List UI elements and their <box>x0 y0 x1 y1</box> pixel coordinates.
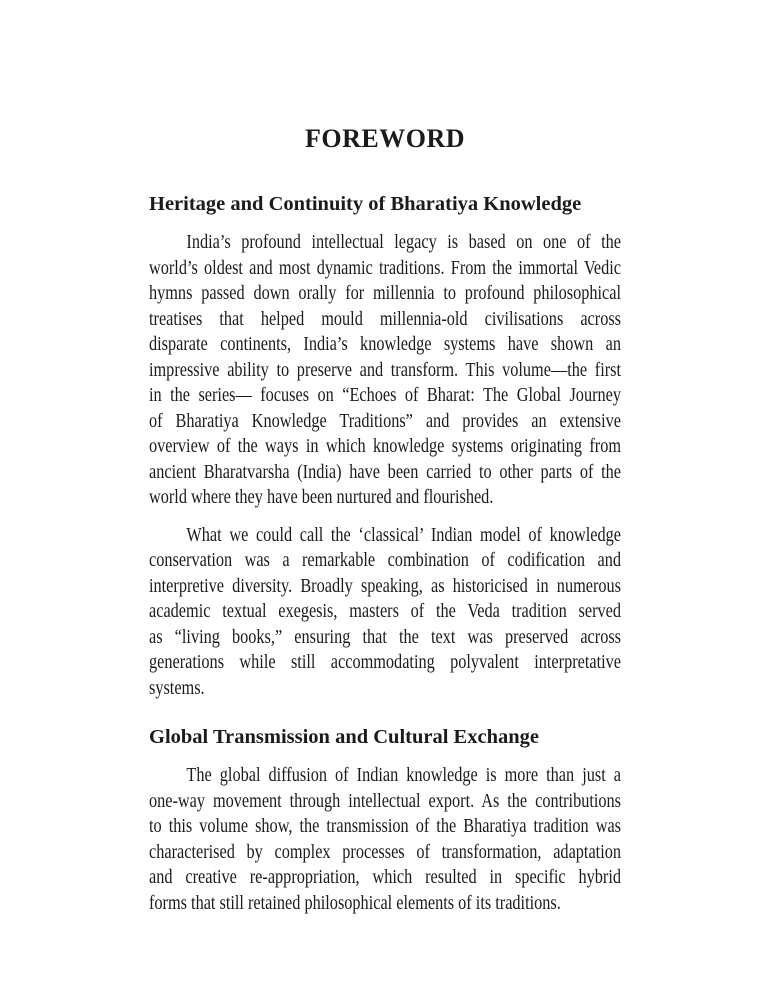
section-global-transmission <box>149 723 773 916</box>
text-line: conservation was a remarkable combination of codification and <box>149 549 622 571</box>
text-line: in the series— focuses on “Echoes of Bharat: The Global Journey <box>149 384 622 406</box>
text-line: systems. <box>149 676 205 699</box>
paragraph <box>149 763 621 916</box>
text-line: hymns passed down orally for millennia to profound philosophical <box>149 282 622 304</box>
text-line: to this volume show, the transmission of the Bharatiya tradition was <box>149 815 622 837</box>
text-line: as “living books,” ensuring that the text was preserved across <box>149 625 622 648</box>
paragraph <box>149 523 621 702</box>
text-line: ancient Bharatvarsha (India) have been carried to other parts of the <box>149 460 622 483</box>
section-heading: Heritage and Continuity of Bharatiya Knowledge <box>149 193 582 215</box>
page-title: FOREWORD <box>305 124 465 153</box>
text-line: impressive ability to preserve and transform. This volume—the first <box>149 358 622 381</box>
text-line: world where they have been nurtured and flourished. <box>149 486 494 508</box>
text-line: disparate continents, India’s knowledge systems have shown an <box>149 333 622 355</box>
paragraph <box>149 230 621 511</box>
section-heritage-and-continuity <box>149 190 773 701</box>
text-line: overview of the ways in which knowledge systems originating from <box>149 435 622 457</box>
text-line: What we could call the ‘classical’ Indian model of knowledge <box>186 523 622 546</box>
text-line: characterised by complex processes of transformation, adaptation <box>149 840 622 863</box>
text-line: world’s oldest and most dynamic traditions. From the immortal Vedic <box>149 256 622 279</box>
text-line: and creative re-appropriation, which resulted in specific hybrid <box>149 866 622 888</box>
text-line: generations while still accommodating polyvalent interpretative <box>149 651 622 673</box>
text-line: of Bharatiya Knowledge Traditions” and provides an extensive <box>149 409 622 432</box>
text-line: forms that still retained philosophical elements of its traditions. <box>149 891 561 914</box>
text-line: India’s profound intellectual legacy is based on one of the <box>186 231 622 253</box>
section-heading: Global Transmission and Cultural Exchange <box>149 726 539 748</box>
text-line: one-way movement through intellectual export. As the contributions <box>149 789 622 812</box>
text-line: interpretive diversity. Broadly speaking, as historicised in numerous <box>149 574 622 597</box>
text-line: treatises that helped mould millennia-old civilisations across <box>149 307 622 330</box>
text-line: academic textual exegesis, masters of the Veda tradition served <box>149 600 622 622</box>
text-line: The global diffusion of Indian knowledge is more than just a <box>186 764 622 786</box>
